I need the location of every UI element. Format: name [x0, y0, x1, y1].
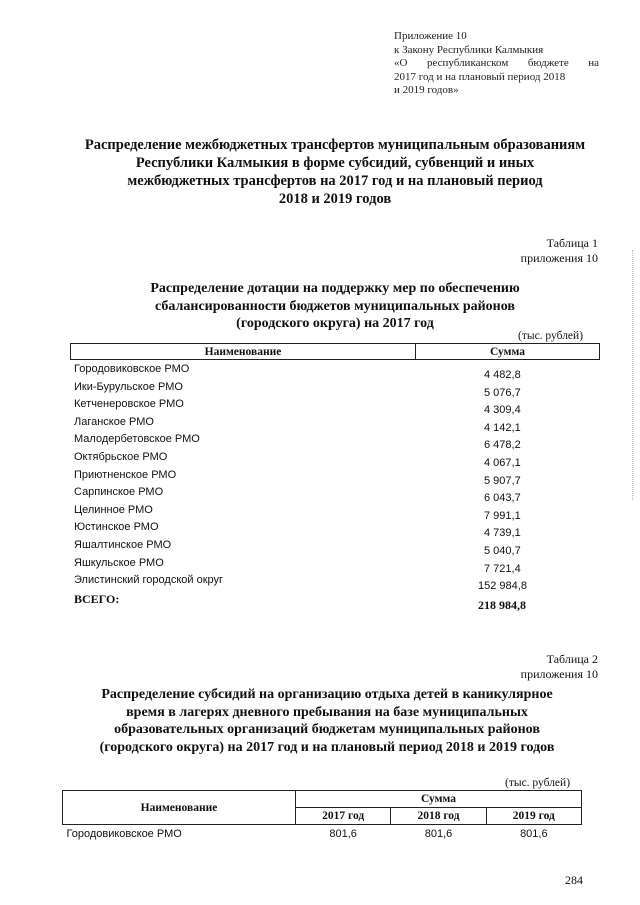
table-row [70, 381, 600, 399]
table1-units: (тыс. рублей) [518, 330, 584, 342]
table1-tag-line: приложения 10 [520, 251, 598, 265]
table2-title-line: Распределение субсидий на организацию отдыха детей в каникулярное [101, 687, 553, 702]
table2-col-name: Наименование [63, 791, 296, 825]
table2-col-sum: Сумма [296, 791, 582, 808]
total-label: ВСЕГО: [74, 591, 120, 606]
table-row [70, 451, 600, 469]
table1-col-name: Наименование [71, 344, 416, 360]
main-title-line: межбюджетных трансфертов на 2017 год и на плановый период [127, 173, 543, 189]
row-name: Элистинский городской округ [74, 574, 224, 587]
page-number: 284 [565, 873, 583, 887]
row-value: 152 984,8 [478, 580, 527, 593]
appendix-line: и 2019 годов» [394, 84, 459, 96]
row-name: Октябрьское РМО [74, 450, 168, 463]
row-name: Яшкульское РМО [74, 556, 164, 569]
row-value: 6 043,7 [484, 492, 521, 505]
table2-title-line: образовательных организаций бюджетам муниципальных районов [114, 722, 540, 737]
table-row [70, 574, 600, 592]
row-value: 7 721,4 [484, 562, 521, 575]
row-value-2018: 801,6 [424, 828, 453, 840]
row-name: Приютненское РМО [74, 468, 177, 481]
table1-header [70, 343, 600, 360]
table1-body [70, 363, 600, 612]
table2-title [62, 686, 592, 756]
row-name: Лаганское РМО [74, 415, 154, 428]
row-value: 5 076,7 [484, 386, 521, 399]
row-name: Яшалтинское РМО [74, 538, 172, 551]
table-row [70, 557, 600, 575]
row-name: Малодербетовское РМО [74, 433, 200, 446]
table2-title-line: (городского округа) на 2017 год и на плановый период 2018 и 2019 годов [99, 739, 555, 755]
main-title-line: Республики Калмыкия в форме субсидий, субвенций и иных [135, 155, 535, 171]
row-name: Городовиковское РМО [66, 828, 182, 840]
table-row [70, 521, 600, 539]
table2-units: (тыс. рублей) [505, 777, 571, 789]
table-total-row [70, 592, 600, 610]
table-row [63, 825, 582, 842]
table2 [62, 790, 582, 841]
row-value: 6 478,2 [484, 439, 521, 452]
table-row [70, 504, 600, 522]
table2-col-2017: 2017 год [296, 808, 391, 825]
appendix-line: 2017 год и на плановый период 2018 [394, 70, 566, 83]
main-title-line: 2018 и 2019 годов [278, 191, 392, 207]
main-title [70, 136, 600, 208]
row-value: 5 040,7 [484, 544, 521, 557]
table1-title-line: (городского округа) на 2017 год [236, 316, 434, 331]
row-name: Городовиковское РМО [74, 363, 190, 375]
table2-tag-line: приложения 10 [520, 667, 598, 681]
row-value: 4 739,1 [484, 527, 521, 540]
row-value: 5 907,7 [484, 474, 521, 487]
row-value: 4 142,1 [484, 421, 521, 434]
row-value: 7 991,1 [484, 509, 521, 522]
table2-col-2019: 2019 год [486, 808, 581, 825]
table2-title-line: время в лагерях дневного пребывания на базе муниципальных [126, 704, 528, 720]
row-name: Целинное РМО [74, 503, 153, 516]
row-name: Сарпинское РМО [74, 486, 164, 499]
table1-title-line: Распределение дотации на поддержку мер по обеспечению [150, 281, 520, 296]
table2-tag-line: Таблица 2 [546, 652, 598, 666]
row-value-2019: 801,6 [520, 828, 548, 840]
row-value: 4 309,4 [484, 404, 521, 417]
table1-tag [458, 236, 598, 266]
table1-col-sum: Сумма [416, 344, 600, 360]
row-value: 4 482,8 [484, 369, 521, 381]
table1-title-line: сбалансированности бюджетов муниципальных районов [155, 298, 515, 314]
table1-tag-line: Таблица 1 [546, 236, 598, 250]
total-value: 218 984,8 [478, 597, 526, 612]
table-row [70, 363, 600, 381]
appendix-line: к Закону Республики Калмыкия [394, 43, 544, 56]
row-name: Ики-Бурульское РМО [74, 380, 183, 393]
appendix-line: Приложение 10 [394, 30, 467, 42]
scan-edge-mark [632, 250, 634, 500]
table-row [70, 416, 600, 434]
table-row [70, 398, 600, 416]
table2-tag [458, 652, 598, 682]
row-name: Юстинское РМО [74, 521, 159, 534]
main-title-line: Распределение межбюджетных трансфертов муниципальным образованиям [84, 137, 586, 153]
appendix-note [394, 30, 599, 98]
row-value: 4 067,1 [484, 456, 521, 469]
table-row [70, 433, 600, 451]
table-row [70, 469, 600, 487]
table1-title [70, 280, 600, 333]
appendix-line: «О республиканском бюджете на [394, 57, 599, 69]
row-value-2017: 801,6 [329, 828, 357, 840]
row-name: Кетченеровское РМО [74, 398, 184, 411]
table2-col-2018: 2018 год [391, 808, 486, 825]
table-row [70, 486, 600, 504]
table-row [70, 539, 600, 557]
